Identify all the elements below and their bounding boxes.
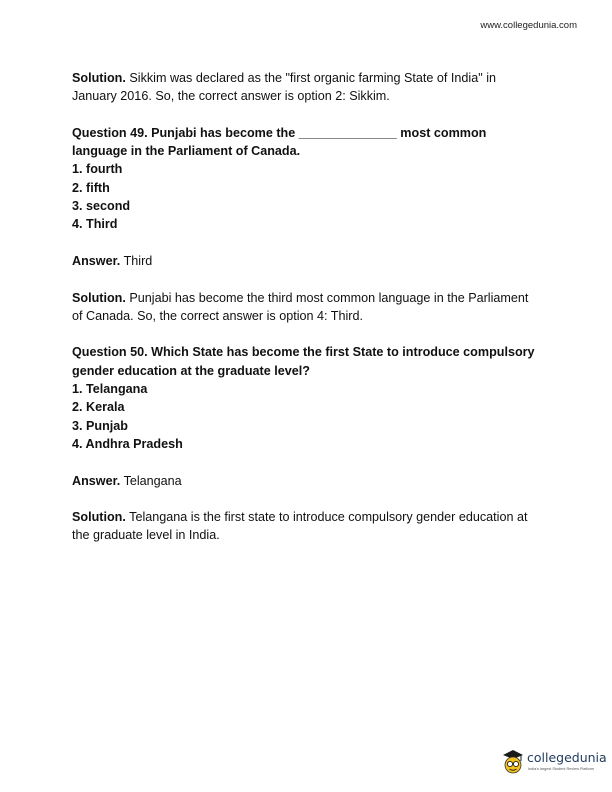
q49-option-4: 4. Third [72,217,118,232]
answer-label: Answer. [72,473,121,488]
q49-option-2: 2. fifth [72,180,110,195]
solution-label: Solution. [72,510,126,525]
graduate-mascot-icon [500,748,526,776]
logo-tagline: India's largest Student Review Platform [528,767,595,771]
site-url[interactable]: www.collegedunia.com [480,20,577,31]
solution-text: Sikkim was declared as the "first organic farming State of India" in January 2016. So, the correct answer is option 2: Sikkim. [72,71,497,104]
q49-question: Question 49. Punjabi has become the ______________ most common language in the Parliament of Canada. [72,125,487,159]
answer-label: Answer. [72,253,121,268]
q49-option-3: 3. second [72,199,131,214]
document-body [72,69,542,545]
logo-wordmark: collegedunia [527,750,607,765]
q50-question: Question 50. Which State has become the first State to introduce compulsory gender education at the graduate level? [72,345,535,378]
q50-option-3: 3. Punjab [72,418,128,433]
solution-label: Solution. [72,290,126,305]
q50-option-4: 4. Andhra Pradesh [72,436,183,451]
q49-answer [72,252,542,270]
q50-option-2: 2. Kerala [72,400,125,415]
q50-solution [72,508,542,545]
solution-text: Telangana is the first state to introduce compulsory gender education at the graduate level in India. [72,510,528,543]
q48-solution [72,69,542,106]
answer-text: Telangana [120,473,182,488]
solution-text: Punjabi has become the third most common language in the Parliament of Canada. So, the correct answer is option 4: Third. [72,290,529,323]
answer-text: Third [120,253,153,268]
q50-answer [72,472,542,490]
q50-option-1: 1. Telangana [72,382,148,397]
collegedunia-logo[interactable] [500,748,607,778]
q49-option-1: 1. fourth [72,162,123,177]
solution-label: Solution. [72,71,126,85]
q49-solution [72,289,542,326]
